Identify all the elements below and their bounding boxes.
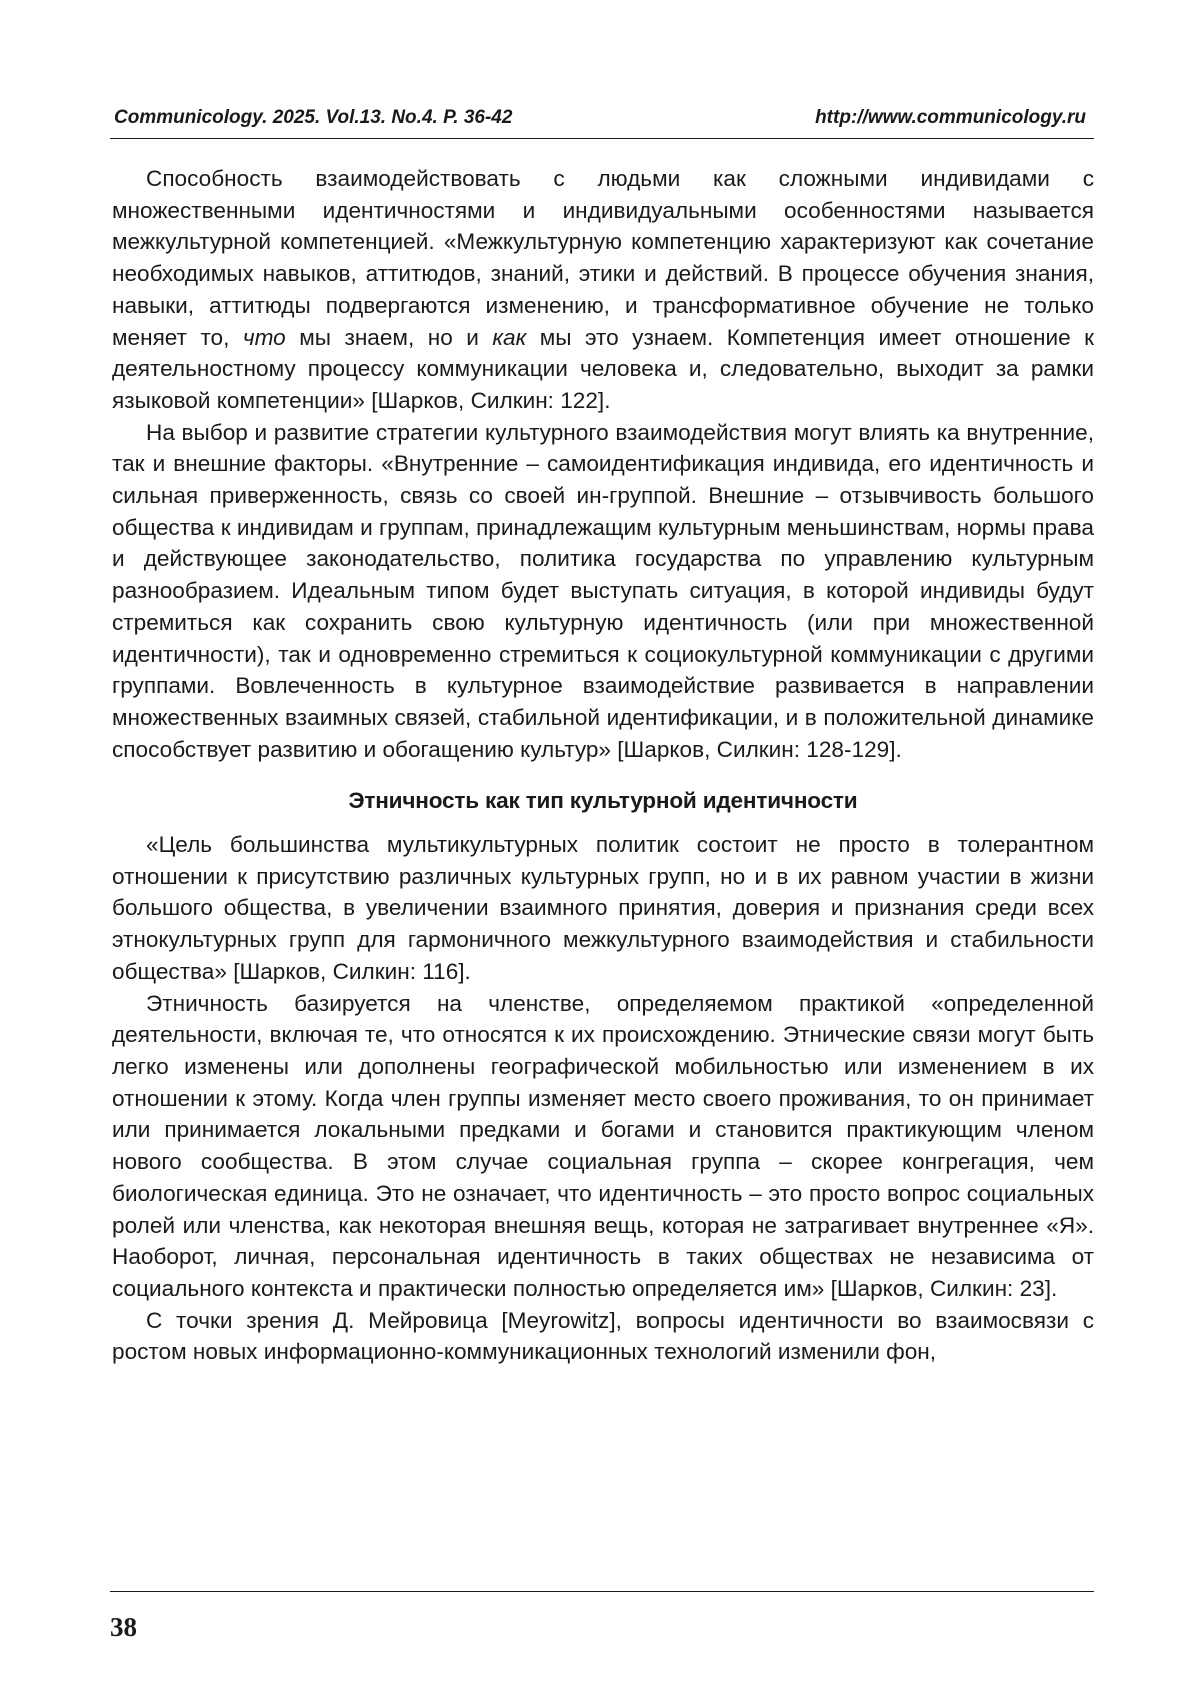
- journal-url: http://www.communicology.ru: [815, 107, 1086, 128]
- paragraph-meyrowitz: С точки зрения Д. Мейровица [Meyrowitz], вопросы идентичности во взаимосвязи с ростом новых информационно-коммуникационных технологий изменили фон,: [112, 1307, 1094, 1365]
- paragraph-text: Способность взаимодействовать с людьми как сложными индивидами с множественными идентичностями и индивидуальными особенностями называется межкультурной компетенцией. «Межкультурную компетенцию характеризуют как сочетание необходимых навыков, аттитюдов, знаний, этики и действий. В процессе обучения знания, навыки, аттитюды подвергаются изменению, и трансформативное обучение не только меняет то,: [112, 166, 1094, 350]
- emphasis-how: как: [492, 324, 527, 350]
- paragraph-multicultural-policy: «Цель большинства мультикультурных политик состоит не просто в толерантном отношении к присутствию различных культурных групп, но и в их равном участии в жизни большого общества, в увеличении взаимного принятия, доверия и признания среди всех этнокультурных групп для гармоничного межкультурного взаимодействия и стабильности общества» [Шарков, Силкин: 116].: [112, 832, 1094, 984]
- article-body: [112, 163, 1094, 1368]
- paragraph-text: мы это узнаем. Компетенция имеет отношение к деятельностному процессу коммуникации человека и, следовательно, выходит за рамки языковой компетенции» [Шарков, Силкин: 122].: [112, 324, 1095, 413]
- journal-citation: Communicology. 2025. Vol.13. No.4. P. 36-42: [114, 107, 513, 128]
- section-heading: Этничность как тип культурной идентичности: [348, 788, 858, 814]
- running-header: [110, 98, 1094, 139]
- paragraph-text: мы знаем, но и: [285, 324, 493, 350]
- paragraph-intercultural-competence: [112, 163, 1094, 417]
- page-number: 38: [110, 1612, 137, 1642]
- paragraph-ethnicity-membership: Этничность базируется на членстве, определяемом практикой «определенной деятельности, включая те, что относятся к их происхождению. Этнические связи могут быть легко изменены или дополнены географической мобильностью или изменением в их отношении к этому. Когда член группы изменяет место своего проживания, то он принимает или принимается локальными предками и богами и становится практикующим членом нового сообщества. В этом случае социальная группа – скорее конгрегация, чем биологическая единица. Это не означает, что идентичность – это просто вопрос социальных ролей или членства, как некоторая внешняя вещь, которая не затрагивает внутреннее «Я». Наоборот, личная, персональная идентичность в таких обществах не независима от социального контекста и практически полностью определяется им» [Шарков, Силкин: 23].: [112, 990, 1094, 1301]
- paragraph-interaction-strategy: На выбор и развитие стратегии культурного взаимодействия могут влиять ка внутренние, так и внешние факторы. «Внутренние – самоидентификация индивида, его идентичность и сильная приверженность, связь со своей ин-группой. Внешние – отзывчивость большого общества к индивидам и группам, принадлежащим культурным меньшинствам, нормы права и действующее законодательство, политика государства по управлению культурным разнообразием. Идеальным типом будет выступать ситуация, в которой индивиды будут стремиться как сохранить свою культурную идентичность (или при множественной идентичности), так и одновременно стремиться к социокультурной коммуникации с другими группами. Вовлеченность в культурное взаимодействие развивается в направлении множественных взаимных связей, стабильной идентификации, и в положительной динамике способствует развитию и обогащению культур» [Шарков, Силкин: 128-129].: [112, 419, 1094, 762]
- footer-divider: [110, 1591, 1094, 1592]
- emphasis-what: что: [242, 324, 286, 350]
